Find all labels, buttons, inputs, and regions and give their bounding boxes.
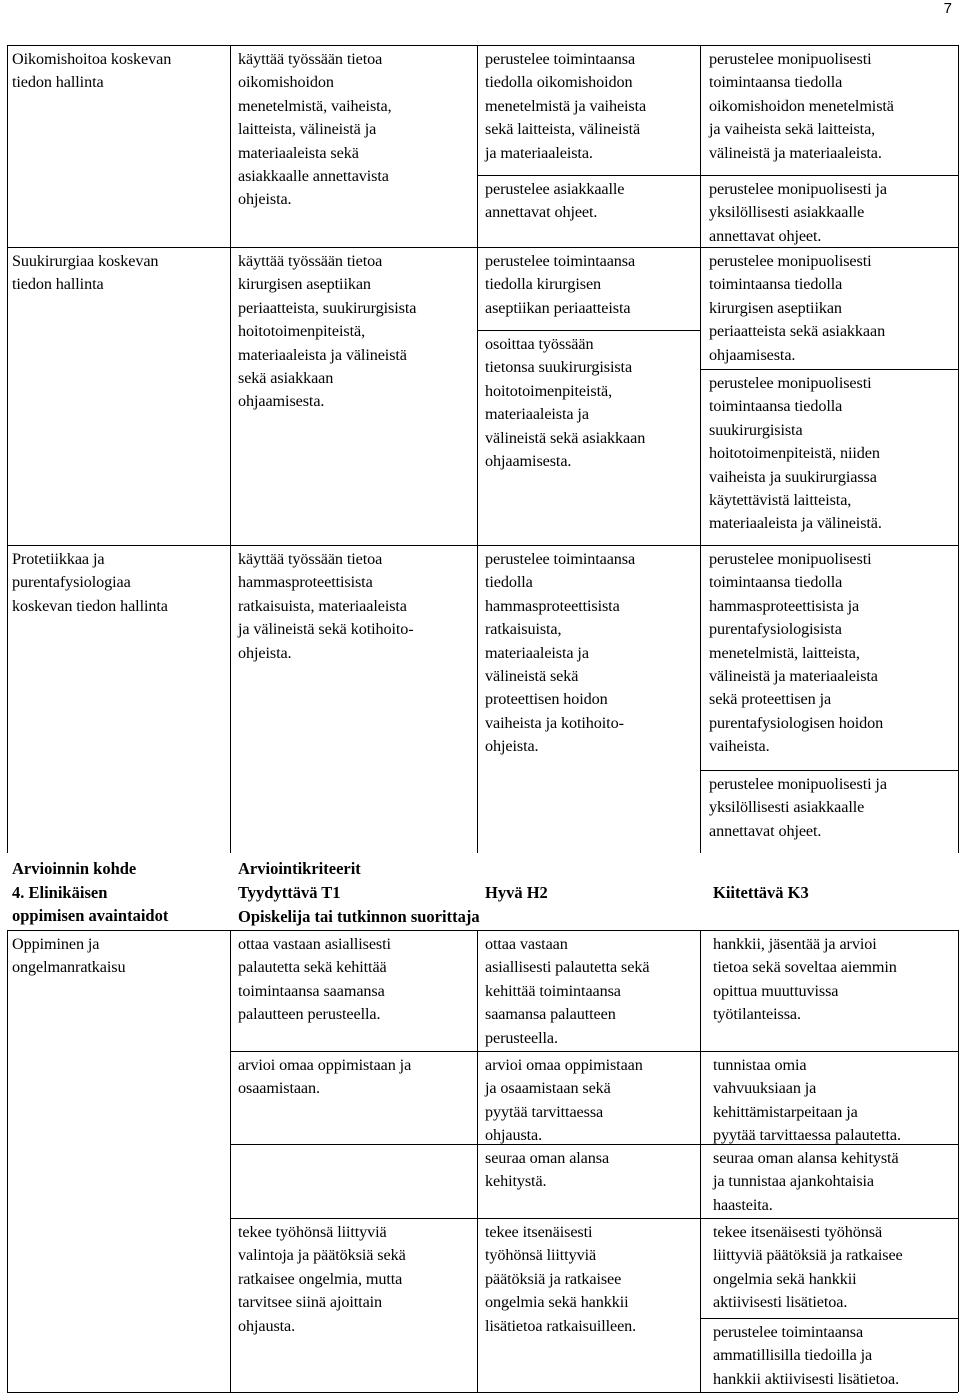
row-suukirurgia-k3-a: perustelee monipuolisesti toimintaansa tiedolla kirurgisen aseptiikan periaatteista sekä asiakkaan ohjaamisesta.	[709, 252, 886, 364]
row-oikomishoito-h2-b: perustelee asiakkaalle annettavat ohjeet.	[485, 180, 625, 222]
row-suukirurgia-k3-b: perustelee monipuolisesti toimintaansa tiedolla suukirurgisista hoitotoimenpiteistä, niiden vaiheista ja suukirurgiassa käytettävistä laitteista, materiaaleista ja välineistä.	[709, 374, 882, 533]
lower-row3-h2: seuraa oman alansa kehitystä.	[485, 1149, 610, 1191]
lower-row4-k3: tekee itsenäisesti työhönsä liittyviä päätöksiä ja ratkaisee ongelmia sekä hankkii aktiivisesti lisätietoa.	[713, 1223, 903, 1312]
lower-row1-t1: ottaa vastaan asiallisesti palautetta sekä kehittää toimintaansa saamansa palautteen perusteella.	[238, 935, 391, 1024]
lower-row1-k3: hankkii, jäsentää ja arvioi tietoa sekä soveltaa aiemmin opittua muuttuvissa työtilanteissa.	[713, 935, 897, 1024]
row-protetiikka-h2: perustelee toimintaansa tiedolla hammasproteettisista ratkaisuista, materiaaleista ja välineistä sekä proteettisen hoidon vaiheista ja kotihoito- ohjeista.	[485, 550, 636, 756]
lower-row2-h2: arvioi omaa oppimistaan ja osaamistaan sekä pyytää tarvittaessa ohjausta.	[485, 1056, 643, 1145]
row-suukirurgia-h2-a: perustelee toimintaansa tiedolla kirurgisen aseptiikan periaatteista	[485, 252, 636, 317]
row-suukirurgia-h2-b: osoittaa työssään tietonsa suukirurgisista hoitotoimenpiteistä, materiaaleista ja välineistä sekä asiakkaan ohjaamisesta.	[485, 335, 646, 471]
level-k3: Kiitettävä K3	[713, 883, 809, 902]
level-h2: Hyvä H2	[485, 883, 548, 902]
lower-topic: Oppiminen ja ongelmanratkaisu	[12, 935, 126, 977]
level-t1: Tyydyttävä T1	[238, 883, 341, 902]
row-protetiikka-t1: käyttää työssään tietoa hammasproteettisista ratkaisuista, materiaaleista ja välineistä sekä kotihoito- ohjeista.	[238, 550, 414, 662]
header-arviointikriteerit: Arviointikriteerit	[238, 859, 361, 878]
row-oikomishoito-topic: Oikomishoitoa koskevan tiedon hallinta	[12, 50, 172, 92]
row-suukirurgia-topic: Suukirurgiaa koskevan tiedon hallinta	[12, 252, 159, 294]
row-oikomishoito-h2-a: perustelee toimintaansa tiedolla oikomishoidon menetelmistä ja vaiheista sekä laitteista, välineistä ja materiaaleista.	[485, 50, 647, 162]
page-number: 7	[943, 0, 952, 17]
section-title: 4. Elinikäisen oppimisen avaintaidot	[12, 883, 169, 926]
row-oikomishoito-k3-a: perustelee monipuolisesti toimintaansa tiedolla oikomishoidon menetelmistä ja vaiheista sekä laitteista, välineistä ja materiaaleista.	[709, 50, 894, 162]
row-oikomishoito-t1: käyttää työssään tietoa oikomishoidon menetelmistä, vaiheista, laitteista, välineistä ja materiaaleista sekä asiakkaalle annettavista ohjeista.	[238, 50, 392, 209]
lower-row5-k3: perustelee toimintaansa ammatillisilla tiedoilla ja hankkii aktiivisesti lisätietoa.	[713, 1323, 900, 1388]
lower-row4-h2: tekee itsenäisesti työhönsä liittyviä päätöksiä ja ratkaisee ongelmia sekä hankkii lisätietoa ratkaisuilleen.	[485, 1223, 637, 1335]
lower-row3-k3: seuraa oman alansa kehitystä ja tunnistaa ajankohtaisia haasteita.	[713, 1149, 899, 1214]
row-protetiikka-k3-a: perustelee monipuolisesti toimintaansa tiedolla hammasproteettisista ja purentafysiologisista menetelmistä, laitteista, välineistä ja materiaaleista sekä proteettisen ja purentafysiologisen hoidon vaiheista.	[709, 550, 884, 756]
row-protetiikka-topic: Protetiikkaa ja purentafysiologiaa koskevan tiedon hallinta	[12, 550, 168, 615]
subject-heading: Opiskelija tai tutkinnon suorittaja	[238, 907, 480, 926]
row-suukirurgia-t1: käyttää työssään tietoa kirurgisen aseptiikan periaatteista, suukirurgisista hoitotoimenpiteistä, materiaaleista ja välineistä sekä asiakkaan ohjaamisesta.	[238, 252, 417, 411]
lower-row2-k3: tunnistaa omia vahvuuksiaan ja kehittämistarpeitaan ja pyytää tarvittaessa palautetta.	[713, 1056, 901, 1145]
lower-row1-h2: ottaa vastaan asiallisesti palautetta sekä kehittää toimintaansa saamansa palautteen perusteella.	[485, 935, 650, 1047]
row-protetiikka-k3-b: perustelee monipuolisesti ja yksilöllisesti asiakkaalle annettavat ohjeet.	[709, 775, 887, 840]
row-oikomishoito-k3-b: perustelee monipuolisesti ja yksilöllisesti asiakkaalle annettavat ohjeet.	[709, 180, 887, 245]
lower-row2-t1: arvioi omaa oppimistaan ja osaamistaan.	[238, 1056, 412, 1098]
header-arvioinnin-kohde: Arvioinnin kohde	[12, 859, 137, 878]
lower-row4-t1: tekee työhönsä liittyviä valintoja ja päätöksiä sekä ratkaisee ongelmia, mutta tarvitsee siinä ajoittain ohjausta.	[238, 1223, 406, 1335]
